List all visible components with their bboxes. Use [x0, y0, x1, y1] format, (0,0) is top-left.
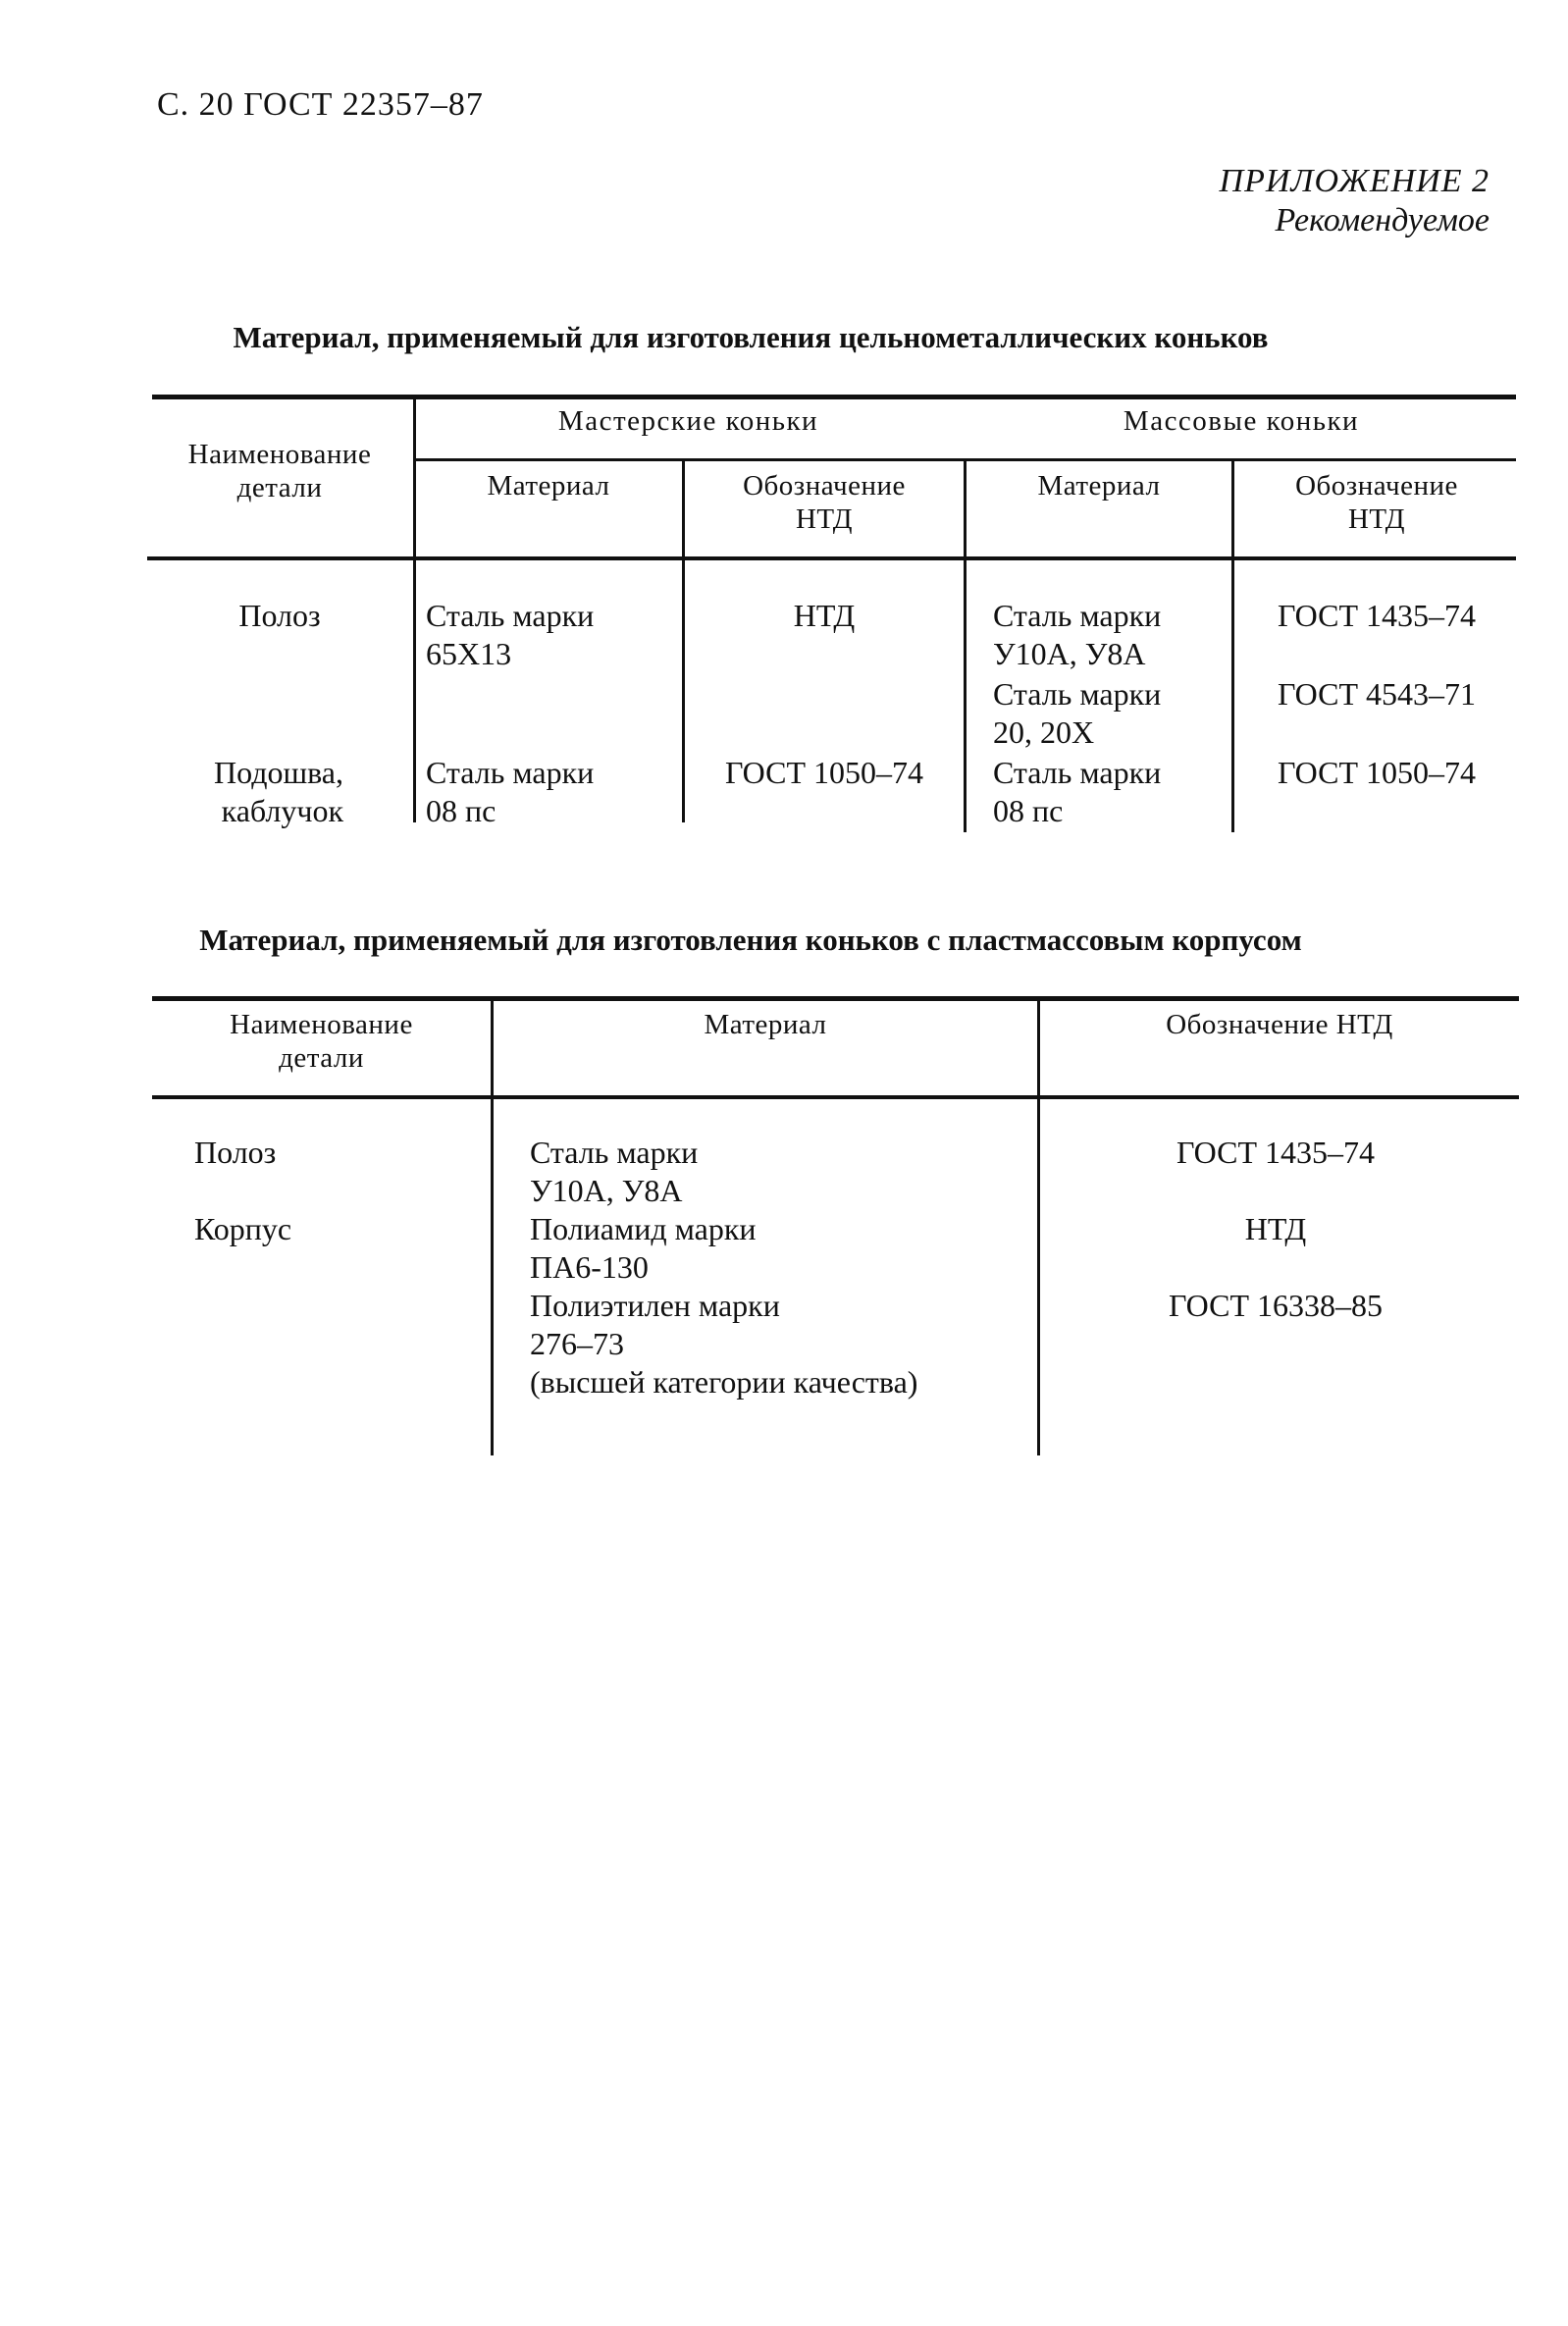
- table2-header-part: Наименование детали: [230, 1009, 413, 1074]
- table1-header-master: Мастерские коньки: [557, 405, 819, 437]
- appendix-label: ПРИЛОЖЕНИЕ 2: [1219, 163, 1490, 199]
- table-row-master-material: Сталь марки 65Х13: [426, 598, 595, 671]
- table-row-part: Полоз: [238, 598, 321, 633]
- table-row-mass-material: Сталь марки 08 пс: [993, 755, 1162, 828]
- appendix-status: Рекомендуемое: [1275, 202, 1490, 238]
- table-row-master-material: Сталь марки 08 пс: [426, 755, 595, 828]
- table1-top-rule: [152, 395, 1516, 399]
- table2-header-material: Материал: [704, 1009, 827, 1040]
- table-row-part: Корпус: [194, 1211, 292, 1246]
- table-row-part: Подошва, каблучок: [214, 755, 343, 828]
- table1-header-mass-material: Материал: [1037, 470, 1161, 502]
- table-row-material: Сталь марки У10А, У8А: [530, 1135, 699, 1208]
- table-row-material: Полиэтилен марки 276–73 (высшей категории качества): [530, 1288, 918, 1400]
- table-row-master-ntd: НТД: [793, 598, 856, 633]
- table1-header-mass: Массовые коньки: [1123, 405, 1360, 437]
- page-reference: С. 20 ГОСТ 22357–87: [157, 86, 484, 123]
- table1-header-master-ntd: Обозначение НТД: [743, 470, 906, 535]
- table-row-mass-material: Сталь марки У10А, У8А: [993, 598, 1162, 671]
- table2-header-ntd: Обозначение НТД: [1166, 1009, 1393, 1040]
- table1-title: Материал, применяемый для изготовления цельнометаллических коньков: [233, 320, 1269, 354]
- table-row-ntd: ГОСТ 1435–74: [1176, 1135, 1376, 1170]
- table-row-mass-ntd: ГОСТ 1050–74: [1277, 755, 1477, 790]
- table-row-mass-ntd: ГОСТ 1435–74: [1277, 598, 1477, 633]
- table1-vline: [413, 396, 416, 822]
- table1-vline: [964, 460, 967, 832]
- table1-header-part: Наименование детали: [187, 439, 372, 503]
- table-row-ntd: НТД: [1244, 1211, 1307, 1246]
- table1-header-master-material: Материал: [487, 470, 610, 502]
- table1-header-mass-ntd: Обозначение НТД: [1295, 470, 1458, 535]
- table-row-master-ntd: ГОСТ 1050–74: [724, 755, 924, 790]
- table2-vline: [491, 999, 494, 1455]
- table-row-material: Полиамид марки ПА6-130: [530, 1211, 757, 1285]
- table1-header-rule: [147, 556, 1516, 560]
- table-row-part: Полоз: [194, 1135, 277, 1170]
- table2-top-rule: [152, 996, 1519, 1001]
- table-row-ntd: ГОСТ 16338–85: [1168, 1288, 1384, 1323]
- table2-title: Материал, применяемый для изготовления коньков с пластмассовым корпусом: [199, 923, 1302, 957]
- table-row-mass-ntd: ГОСТ 4543–71: [1277, 676, 1477, 712]
- table-row-mass-material: Сталь марки 20, 20Х: [993, 676, 1162, 750]
- table2-header-rule: [152, 1095, 1519, 1099]
